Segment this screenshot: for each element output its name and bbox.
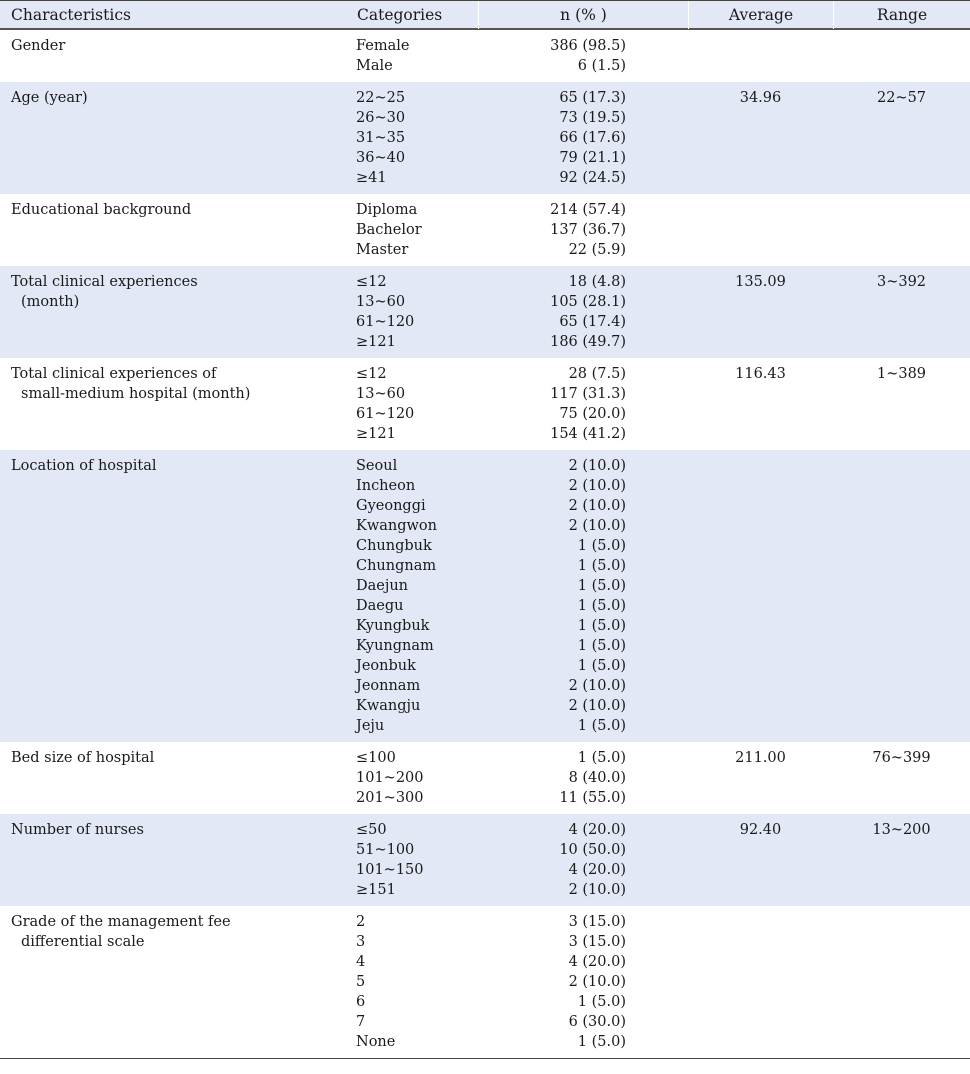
- table-row: [356, 676, 970, 696]
- table-group: [0, 82, 970, 194]
- count-percent: 2 (10.0): [568, 698, 626, 714]
- average-value: 211.00: [735, 750, 786, 766]
- table-row: [356, 36, 970, 56]
- characteristic-name-line: Educational background: [11, 202, 192, 218]
- count-percent: 28 (7.5): [568, 366, 626, 382]
- category-label: 201~300: [356, 790, 424, 806]
- table-row: [356, 768, 970, 788]
- characteristic-name-line: Number of nurses: [11, 822, 144, 838]
- category-label: 5: [356, 974, 366, 990]
- category-label: Jeonnam: [356, 678, 421, 694]
- category-rows: [356, 364, 970, 444]
- table-row: [356, 748, 970, 768]
- count-percent: 1 (5.0): [577, 578, 626, 594]
- table-row: [356, 656, 970, 676]
- category-label: Gyeonggi: [356, 498, 426, 514]
- table-row: [356, 312, 970, 332]
- table-row: [356, 696, 970, 716]
- table-row: [356, 992, 970, 1012]
- count-percent: 3 (15.0): [568, 934, 626, 950]
- characteristic-name-line: small-medium hospital (month): [21, 386, 251, 402]
- average-value: 92.40: [739, 822, 782, 838]
- characteristic-name: [11, 88, 341, 108]
- category-label: ≤12: [356, 274, 387, 290]
- table-row: [356, 820, 970, 840]
- table-row: [356, 1032, 970, 1052]
- category-label: Bachelor: [356, 222, 422, 238]
- characteristic-name-line: Total clinical experiences of: [11, 366, 217, 382]
- category-label: ≤100: [356, 750, 396, 766]
- category-label: 51~100: [356, 842, 415, 858]
- header-characteristics: Characteristics: [11, 6, 131, 24]
- count-percent: 65 (17.3): [559, 90, 626, 106]
- count-percent: 105 (28.1): [550, 294, 626, 310]
- category-label: 26~30: [356, 110, 406, 126]
- category-label: ≤50: [356, 822, 387, 838]
- range-value: 22~57: [876, 90, 927, 106]
- count-percent: 4 (20.0): [568, 954, 626, 970]
- table-row: [356, 1012, 970, 1032]
- table-row: [356, 240, 970, 260]
- count-percent: 3 (15.0): [568, 914, 626, 930]
- category-label: 6: [356, 994, 366, 1010]
- category-label: 61~120: [356, 406, 415, 422]
- count-percent: 1 (5.0): [577, 994, 626, 1010]
- count-percent: 2 (10.0): [568, 678, 626, 694]
- count-percent: 1 (5.0): [577, 1034, 626, 1050]
- table-row: [356, 292, 970, 312]
- characteristic-name-line: Age (year): [11, 90, 88, 106]
- category-label: ≥41: [356, 170, 387, 186]
- category-label: 2: [356, 914, 366, 930]
- header-categories: Categories: [357, 6, 443, 24]
- count-percent: 386 (98.5): [550, 38, 626, 54]
- category-label: ≥121: [356, 426, 396, 442]
- count-percent: 1 (5.0): [577, 718, 626, 734]
- count-percent: 66 (17.6): [559, 130, 626, 146]
- category-label: Kwangju: [356, 698, 421, 714]
- table-row: [356, 424, 970, 444]
- count-percent: 1 (5.0): [577, 618, 626, 634]
- table-group: [0, 194, 970, 266]
- count-percent: 1 (5.0): [577, 558, 626, 574]
- table-row: [356, 576, 970, 596]
- category-label: 13~60: [356, 294, 406, 310]
- category-rows: [356, 820, 970, 900]
- table-row: [356, 596, 970, 616]
- table-row: [356, 88, 970, 108]
- table-group: [0, 742, 970, 814]
- header-range: Range: [833, 1, 970, 29]
- count-percent: 1 (5.0): [577, 638, 626, 654]
- table-row: [356, 516, 970, 536]
- table-row: [356, 456, 970, 476]
- count-percent: 2 (10.0): [568, 518, 626, 534]
- characteristic-name-line: differential scale: [21, 934, 145, 950]
- table-row: [356, 364, 970, 384]
- characteristic-name-line: Bed size of hospital: [11, 750, 155, 766]
- characteristic-name-line: Total clinical experiences: [11, 274, 198, 290]
- category-label: 13~60: [356, 386, 406, 402]
- count-percent: 2 (10.0): [568, 478, 626, 494]
- category-label: ≥121: [356, 334, 396, 350]
- count-percent: 2 (10.0): [568, 882, 626, 898]
- table-row: [356, 556, 970, 576]
- table-group: [0, 450, 970, 742]
- average-value: 116.43: [735, 366, 786, 382]
- table-row: [356, 56, 970, 76]
- category-label: 4: [356, 954, 366, 970]
- category-label: Kyungnam: [356, 638, 434, 654]
- count-percent: 2 (10.0): [568, 458, 626, 474]
- count-percent: 137 (36.7): [550, 222, 626, 238]
- table-row: [356, 384, 970, 404]
- count-percent: 1 (5.0): [577, 598, 626, 614]
- characteristic-name-line: (month): [21, 294, 80, 310]
- category-label: Jeju: [356, 718, 385, 734]
- table-row: [356, 168, 970, 188]
- category-rows: [356, 748, 970, 808]
- category-rows: [356, 88, 970, 188]
- range-value: 13~200: [872, 822, 931, 838]
- count-percent: 18 (4.8): [568, 274, 626, 290]
- count-percent: 65 (17.4): [559, 314, 626, 330]
- characteristic-name: [11, 912, 341, 952]
- average-value: 135.09: [735, 274, 786, 290]
- table-group: [0, 30, 970, 82]
- table-row: [356, 788, 970, 808]
- category-label: 31~35: [356, 130, 406, 146]
- count-percent: 92 (24.5): [559, 170, 626, 186]
- table-row: [356, 220, 970, 240]
- range-value: 3~392: [876, 274, 927, 290]
- count-percent: 6 (1.5): [577, 58, 626, 74]
- characteristic-name: [11, 200, 341, 220]
- count-percent: 117 (31.3): [550, 386, 626, 402]
- category-label: 61~120: [356, 314, 415, 330]
- category-label: Jeonbuk: [356, 658, 416, 674]
- count-percent: 75 (20.0): [559, 406, 626, 422]
- category-label: 101~200: [356, 770, 424, 786]
- category-label: Kwangwon: [356, 518, 437, 534]
- header-average: Average: [688, 1, 833, 29]
- category-label: 3: [356, 934, 366, 950]
- header-n-percent: n (% ): [478, 1, 688, 29]
- category-label: None: [356, 1034, 396, 1050]
- category-rows: [356, 36, 970, 76]
- count-percent: 79 (21.1): [559, 150, 626, 166]
- table-row: [356, 200, 970, 220]
- category-label: ≤12: [356, 366, 387, 382]
- table-header: [0, 0, 970, 30]
- category-label: ≥151: [356, 882, 396, 898]
- count-percent: 73 (19.5): [559, 110, 626, 126]
- table-group: [0, 906, 970, 1059]
- characteristic-name-line: Location of hospital: [11, 458, 157, 474]
- category-label: Female: [356, 38, 410, 54]
- average-value: 34.96: [739, 90, 782, 106]
- table-row: [356, 880, 970, 900]
- table-body: [0, 30, 970, 1059]
- category-rows: [356, 272, 970, 352]
- table-row: [356, 860, 970, 880]
- characteristic-name: [11, 748, 341, 768]
- category-rows: [356, 200, 970, 260]
- category-label: Chungnam: [356, 558, 437, 574]
- table-group: [0, 358, 970, 450]
- count-percent: 186 (49.7): [550, 334, 626, 350]
- table-row: [356, 932, 970, 952]
- table-row: [356, 476, 970, 496]
- table-row: [356, 952, 970, 972]
- count-percent: 4 (20.0): [568, 862, 626, 878]
- category-rows: [356, 456, 970, 736]
- table-row: [356, 972, 970, 992]
- category-label: 36~40: [356, 150, 406, 166]
- range-value: 76~399: [872, 750, 931, 766]
- table-row: [356, 404, 970, 424]
- category-label: Diploma: [356, 202, 418, 218]
- count-percent: 2 (10.0): [568, 974, 626, 990]
- table-row: [356, 716, 970, 736]
- count-percent: 214 (57.4): [550, 202, 626, 218]
- characteristic-name: [11, 272, 341, 312]
- characteristic-name: [11, 456, 341, 476]
- category-rows: [356, 912, 970, 1052]
- count-percent: 4 (20.0): [568, 822, 626, 838]
- category-label: Daegu: [356, 598, 404, 614]
- category-label: Chungbuk: [356, 538, 432, 554]
- table-row: [356, 272, 970, 292]
- category-label: Master: [356, 242, 409, 258]
- table-row: [356, 536, 970, 556]
- table-row: [356, 108, 970, 128]
- count-percent: 8 (40.0): [568, 770, 626, 786]
- category-label: Daejun: [356, 578, 409, 594]
- table-row: [356, 616, 970, 636]
- count-percent: 1 (5.0): [577, 538, 626, 554]
- table-row: [356, 148, 970, 168]
- count-percent: 6 (30.0): [568, 1014, 626, 1030]
- count-percent: 22 (5.9): [568, 242, 626, 258]
- category-label: Male: [356, 58, 393, 74]
- characteristic-name: [11, 36, 341, 56]
- count-percent: 154 (41.2): [550, 426, 626, 442]
- category-label: Kyungbuk: [356, 618, 430, 634]
- count-percent: 1 (5.0): [577, 750, 626, 766]
- table-group: [0, 814, 970, 906]
- table-row: [356, 912, 970, 932]
- category-label: Incheon: [356, 478, 416, 494]
- characteristic-name: [11, 820, 341, 840]
- category-label: 101~150: [356, 862, 424, 878]
- characteristic-name-line: Grade of the management fee: [11, 914, 231, 930]
- table-row: [356, 840, 970, 860]
- table-row: [356, 128, 970, 148]
- table-row: [356, 332, 970, 352]
- table-row: [356, 636, 970, 656]
- table-group: [0, 266, 970, 358]
- category-label: 7: [356, 1014, 366, 1030]
- count-percent: 11 (55.0): [559, 790, 626, 806]
- category-label: Seoul: [356, 458, 398, 474]
- table-row: [356, 496, 970, 516]
- characteristic-name: [11, 364, 341, 404]
- category-label: 22~25: [356, 90, 406, 106]
- count-percent: 2 (10.0): [568, 498, 626, 514]
- range-value: 1~389: [876, 366, 927, 382]
- characteristic-name-line: Gender: [11, 38, 66, 54]
- count-percent: 10 (50.0): [559, 842, 626, 858]
- count-percent: 1 (5.0): [577, 658, 626, 674]
